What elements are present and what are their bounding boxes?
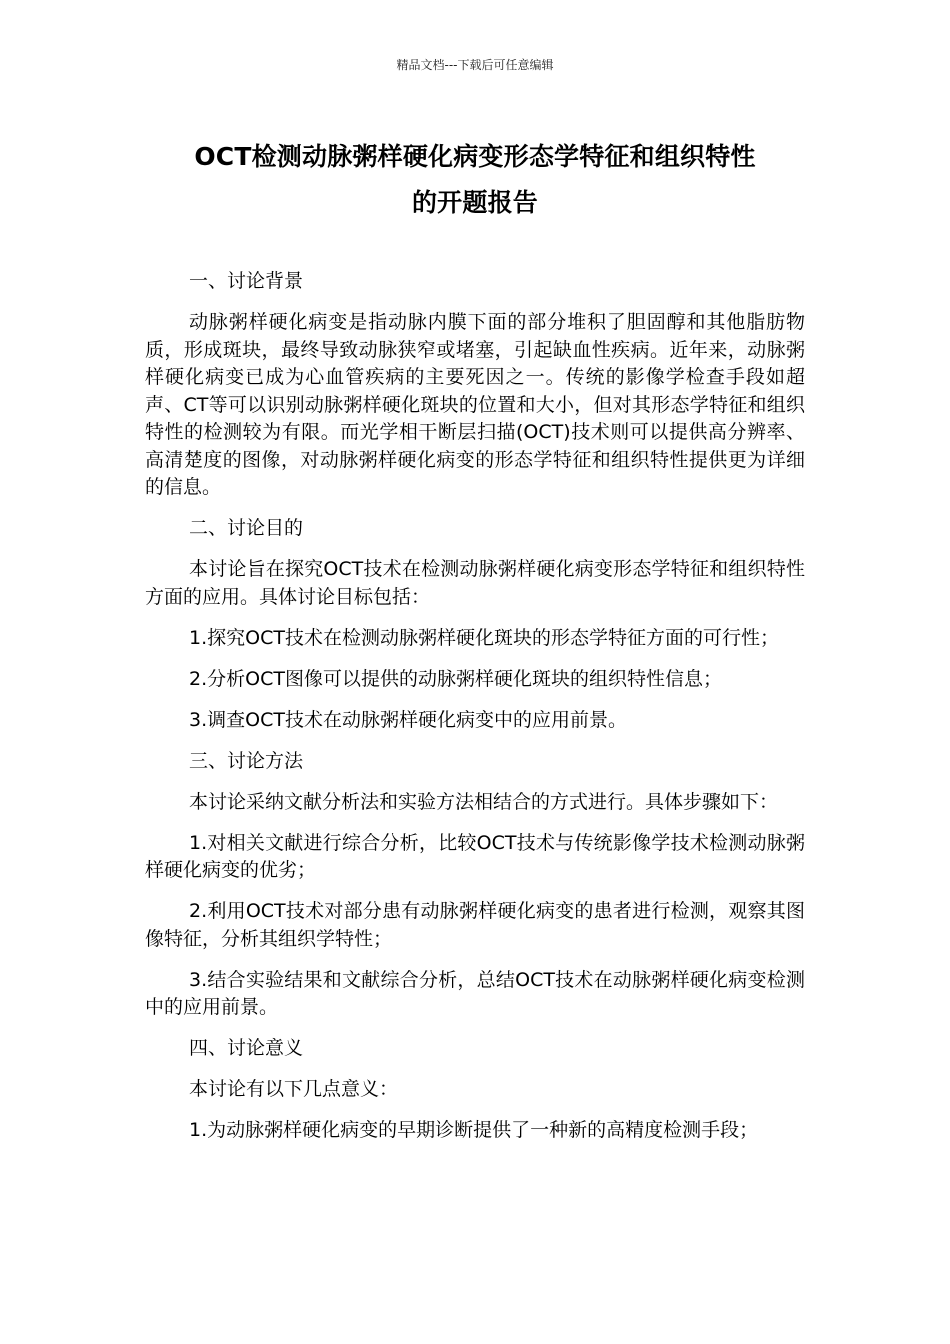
- significance-paragraph: 本讨论有以下几点意义：: [189, 1078, 399, 1100]
- title-line-1: OCT检测动脉粥样硬化病变形态学特征和组织特性: [194, 142, 756, 171]
- method-paragraph: 本讨论采纳文献分析法和实验方法相结合的方式进行。具体步骤如下：: [189, 790, 779, 813]
- section-heading-background: 一、讨论背景: [189, 270, 304, 292]
- purpose-item-2: 2.分析OCT图像可以提供的动脉粥样硬化斑块的组织特性信息；: [189, 667, 722, 690]
- section-heading-significance: 四、讨论意义: [189, 1037, 304, 1059]
- method-item-1: 1.对相关文献进行综合分析，比较OCT技术与传统影像学技术检测动脉粥样硬化病变的优劣；: [145, 831, 805, 881]
- background-paragraph: 动脉粥样硬化病变是指动脉内膜下面的部分堆积了胆固醇和其他脂肪物质，形成斑块，最终导致动脉狭窄或堵塞，引起缺血性疾病。近年来，动脉粥样硬化病变已成为心血管疾病的主要死因之一。传统的影像学检查手段如超声、CT等可以识别动脉粥样硬化斑块的位置和大小，但对其形态学特征和组织特性的检测较为有限。而光学相干断层扫描(OCT)技术则可以提供高分辨率、高清楚度的图像，对动脉粥样硬化病变的形态学特征和组织特性提供更为详细的信息。: [145, 311, 805, 498]
- method-item-2: 2.利用OCT技术对部分患有动脉粥样硬化病变的患者进行检测，观察其图像特征，分析其组织学特性；: [145, 900, 805, 950]
- purpose-item-3: 3.调查OCT技术在动脉粥样硬化病变中的应用前景。: [189, 708, 627, 731]
- section-heading-method: 三、讨论方法: [189, 749, 304, 772]
- purpose-paragraph: 本讨论旨在探究OCT技术在检测动脉粥样硬化病变形态学特征和组织特性方面的应用。具体讨论目标包括：: [145, 558, 805, 608]
- section-heading-purpose: 二、讨论目的: [189, 517, 304, 539]
- title-line-2: 的开题报告: [411, 188, 538, 217]
- document-title: [130, 134, 820, 226]
- method-item-3: 3.结合实验结果和文献综合分析，总结OCT技术在动脉粥样硬化病变检测中的应用前景。: [145, 968, 805, 1018]
- document-body: [145, 268, 805, 1145]
- purpose-item-1: 1.探究OCT技术在检测动脉粥样硬化斑块的形态学特征方面的可行性；: [189, 626, 779, 649]
- significance-item-1: 1.为动脉粥样硬化病变的早期诊断提供了一种新的高精度检测手段；: [189, 1119, 759, 1141]
- header-note: 精品文档---下载后可任意编辑: [396, 58, 554, 72]
